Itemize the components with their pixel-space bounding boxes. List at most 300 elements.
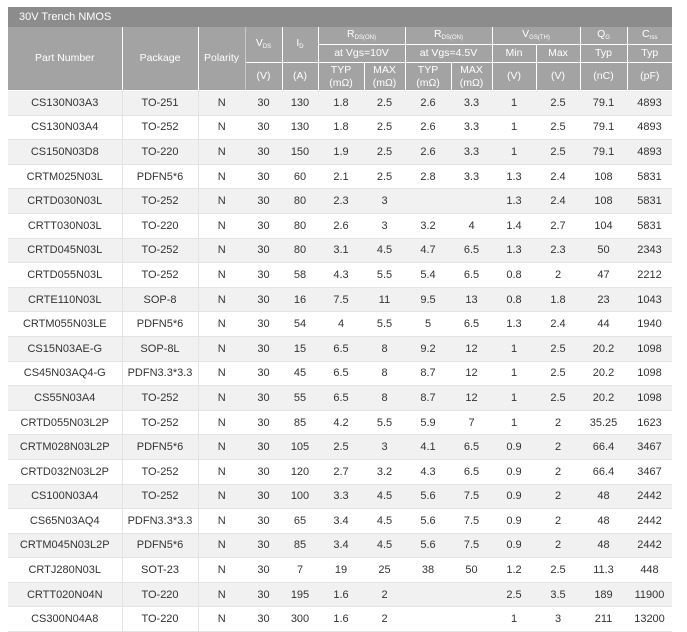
cell-polarity: N: [198, 213, 245, 238]
cell-vgs-max: 2.3: [536, 238, 580, 263]
cell-rds-4v5-typ: 8.7: [405, 361, 451, 386]
cell-rds-10v-max: 4.5: [364, 509, 405, 534]
cell-id: 85: [282, 410, 318, 435]
cell-rds-10v-typ: 3.4: [318, 509, 364, 534]
cell-part-number: CRTM025N03L: [8, 164, 122, 189]
cell-crss: 1098: [627, 386, 672, 411]
cell-part-number: CS100N03A4: [8, 484, 122, 509]
cell-rds-10v-typ: 1.9: [318, 140, 364, 165]
cell-part-number: CRTT030N03L: [8, 213, 122, 238]
header-crss-unit: (pF): [627, 63, 672, 91]
cell-crss: 5831: [627, 189, 672, 214]
table-row: [8, 386, 672, 411]
cell-part-number: CRTJ280N03L: [8, 558, 122, 583]
header-polarity: Polarity: [198, 27, 245, 91]
cell-vgs-max: 2.5: [536, 140, 580, 165]
header-rds-10v-typ: TYP (mΩ): [318, 63, 364, 91]
cell-rds-4v5-typ: 9.5: [405, 287, 451, 312]
cell-rds-4v5-typ: [405, 582, 451, 607]
cell-rds-10v-max: 5.5: [364, 263, 405, 288]
cell-rds-4v5-max: 12: [451, 336, 492, 361]
cell-polarity: N: [198, 164, 245, 189]
cell-rds-4v5-max: 3.3: [451, 91, 492, 116]
table-row: [8, 91, 672, 116]
cell-vds: 30: [245, 91, 282, 116]
cell-rds-4v5-max: 3.3: [451, 140, 492, 165]
cell-id: 80: [282, 189, 318, 214]
header-id-unit: (A): [282, 63, 318, 91]
cell-package: PDFN5*6: [122, 164, 198, 189]
cell-id: 195: [282, 582, 318, 607]
cell-rds-4v5-typ: 5.6: [405, 509, 451, 534]
header-rds-4v5-max: MAX (mΩ): [451, 63, 492, 91]
cell-vgs-max: 2: [536, 533, 580, 558]
cell-polarity: N: [198, 238, 245, 263]
cell-vgs-min: 0.9: [492, 533, 536, 558]
cell-qg: 47: [580, 263, 627, 288]
cell-vds: 30: [245, 238, 282, 263]
cell-crss: 2212: [627, 263, 672, 288]
table-row: [8, 410, 672, 435]
cell-rds-4v5-max: 12: [451, 386, 492, 411]
cell-crss: 4893: [627, 91, 672, 116]
cell-rds-4v5-max: 6.5: [451, 263, 492, 288]
cell-vgs-min: 1: [492, 386, 536, 411]
cell-vds: 30: [245, 435, 282, 460]
cell-rds-4v5-typ: 3.2: [405, 213, 451, 238]
table-row: [8, 459, 672, 484]
cell-vgs-min: 1: [492, 91, 536, 116]
cell-polarity: N: [198, 336, 245, 361]
cell-vds: 30: [245, 263, 282, 288]
header-qg-typ: Typ: [580, 45, 627, 63]
header-vgs-th: $V_{GS(TH)}$: [492, 27, 580, 45]
cell-vds: 30: [245, 582, 282, 607]
table-row: [8, 558, 672, 583]
cell-qg: 48: [580, 533, 627, 558]
cell-crss: 4893: [627, 140, 672, 165]
cell-rds-4v5-max: 6.5: [451, 435, 492, 460]
cell-package: TO-220: [122, 213, 198, 238]
header-vds: $V_{DS}$: [245, 27, 282, 63]
header-package: Package: [122, 27, 198, 91]
cell-polarity: N: [198, 484, 245, 509]
cell-vgs-max: 3: [536, 607, 580, 632]
cell-part-number: CRTD045N03L: [8, 238, 122, 263]
cell-qg: 79.1: [580, 140, 627, 165]
cell-rds-4v5-max: 6.5: [451, 238, 492, 263]
cell-vgs-min: 1.3: [492, 189, 536, 214]
cell-rds-4v5-typ: [405, 607, 451, 632]
cell-vgs-max: 2: [536, 459, 580, 484]
cell-package: PDFN3.3*3.3: [122, 361, 198, 386]
table-title: 30V Trench NMOS: [8, 7, 672, 27]
cell-vgs-min: 0.9: [492, 435, 536, 460]
header-vds-unit: (V): [245, 63, 282, 91]
table-row: [8, 189, 672, 214]
cell-rds-10v-typ: 3.3: [318, 484, 364, 509]
cell-qg: 11.3: [580, 558, 627, 583]
cell-package: PDFN5*6: [122, 312, 198, 337]
cell-part-number: CRTD030N03L: [8, 189, 122, 214]
cell-rds-4v5-typ: 5.6: [405, 533, 451, 558]
cell-package: PDFN5*6: [122, 435, 198, 460]
cell-part-number: CRTM045N03L2P: [8, 533, 122, 558]
cell-part-number: CS150N03D8: [8, 140, 122, 165]
cell-qg: 79.1: [580, 91, 627, 116]
cell-crss: 2343: [627, 238, 672, 263]
cell-part-number: CRTM028N03L2P: [8, 435, 122, 460]
cell-qg: 35.25: [580, 410, 627, 435]
cell-crss: 1043: [627, 287, 672, 312]
header-vgs-max-unit: (V): [536, 63, 580, 91]
cell-crss: 1940: [627, 312, 672, 337]
cell-rds-4v5-typ: 4.1: [405, 435, 451, 460]
cell-qg: 108: [580, 189, 627, 214]
cell-crss: 3467: [627, 459, 672, 484]
cell-rds-10v-max: 4.5: [364, 238, 405, 263]
cell-rds-10v-typ: 1.8: [318, 91, 364, 116]
cell-vgs-max: 2: [536, 410, 580, 435]
cell-rds-4v5-max: 7.5: [451, 484, 492, 509]
table-row: [8, 607, 672, 632]
cell-rds-10v-typ: 3.4: [318, 533, 364, 558]
cell-id: 58: [282, 263, 318, 288]
cell-qg: 48: [580, 509, 627, 534]
cell-rds-10v-typ: 6.5: [318, 336, 364, 361]
cell-rds-4v5-max: 6.5: [451, 459, 492, 484]
cell-rds-10v-typ: 2.1: [318, 164, 364, 189]
cell-rds-10v-max: 8: [364, 336, 405, 361]
cell-crss: 1623: [627, 410, 672, 435]
cell-rds-4v5-max: 7.5: [451, 533, 492, 558]
table-row: [8, 484, 672, 509]
cell-vgs-min: 1: [492, 410, 536, 435]
cell-id: 130: [282, 91, 318, 116]
cell-rds-10v-max: 11: [364, 287, 405, 312]
cell-rds-10v-typ: 4.2: [318, 410, 364, 435]
table-header: [8, 27, 672, 91]
cell-rds-4v5-typ: 9.2: [405, 336, 451, 361]
cell-id: 130: [282, 115, 318, 140]
cell-rds-4v5-typ: [405, 189, 451, 214]
cell-polarity: N: [198, 263, 245, 288]
cell-package: TO-251: [122, 91, 198, 116]
cell-rds-4v5-typ: 5.4: [405, 263, 451, 288]
cell-vgs-min: 1: [492, 361, 536, 386]
cell-crss: 2442: [627, 509, 672, 534]
cell-rds-10v-max: 3: [364, 435, 405, 460]
cell-id: 80: [282, 213, 318, 238]
table-row: [8, 336, 672, 361]
cell-qg: 104: [580, 213, 627, 238]
cell-id: 65: [282, 509, 318, 534]
cell-part-number: CS15N03AE-G: [8, 336, 122, 361]
cell-qg: 23: [580, 287, 627, 312]
cell-polarity: N: [198, 386, 245, 411]
cell-part-number: CS65N03AQ4: [8, 509, 122, 534]
cell-polarity: N: [198, 410, 245, 435]
header-vgs-min: Min: [492, 45, 536, 63]
cell-rds-10v-typ: 19: [318, 558, 364, 583]
cell-package: SOP-8: [122, 287, 198, 312]
cell-rds-4v5-max: [451, 189, 492, 214]
cell-vgs-max: 2.4: [536, 189, 580, 214]
cell-rds-10v-typ: 2.3: [318, 189, 364, 214]
cell-qg: 20.2: [580, 336, 627, 361]
table-row: [8, 263, 672, 288]
cell-id: 120: [282, 459, 318, 484]
cell-vgs-max: 2: [536, 509, 580, 534]
cell-package: TO-252: [122, 263, 198, 288]
cell-vgs-min: 1.3: [492, 312, 536, 337]
cell-rds-4v5-typ: 8.7: [405, 386, 451, 411]
cell-rds-10v-typ: 2.6: [318, 213, 364, 238]
table-row: [8, 435, 672, 460]
table-row: [8, 140, 672, 165]
cell-rds-10v-typ: 1.6: [318, 607, 364, 632]
cell-vds: 30: [245, 410, 282, 435]
cell-rds-10v-max: 5.5: [364, 312, 405, 337]
header-id: $I_D$: [282, 27, 318, 63]
cell-vgs-max: 2.4: [536, 312, 580, 337]
cell-crss: 4893: [627, 115, 672, 140]
cell-package: TO-252: [122, 459, 198, 484]
cell-qg: 20.2: [580, 361, 627, 386]
nmos-spec-table: [8, 27, 672, 632]
cell-vds: 30: [245, 361, 282, 386]
cell-rds-4v5-typ: 2.6: [405, 115, 451, 140]
cell-polarity: N: [198, 607, 245, 632]
cell-crss: 2442: [627, 533, 672, 558]
cell-vgs-min: 1: [492, 336, 536, 361]
cell-rds-10v-max: 3: [364, 189, 405, 214]
cell-part-number: CRTD055N03L: [8, 263, 122, 288]
cell-rds-10v-max: 2: [364, 582, 405, 607]
header-rds-4v5-condition: at Vgs=4.5V: [405, 45, 492, 63]
cell-part-number: CS300N04A8: [8, 607, 122, 632]
cell-rds-10v-max: 8: [364, 361, 405, 386]
cell-rds-10v-typ: 7.5: [318, 287, 364, 312]
cell-rds-4v5-max: 3.3: [451, 115, 492, 140]
cell-package: TO-252: [122, 386, 198, 411]
cell-rds-10v-max: 2.5: [364, 91, 405, 116]
cell-crss: 448: [627, 558, 672, 583]
cell-vgs-min: 1: [492, 607, 536, 632]
table-row: [8, 287, 672, 312]
cell-vgs-max: 3.5: [536, 582, 580, 607]
cell-rds-4v5-typ: 4.3: [405, 459, 451, 484]
cell-rds-10v-typ: 4.3: [318, 263, 364, 288]
cell-package: TO-220: [122, 140, 198, 165]
cell-id: 60: [282, 164, 318, 189]
header-rds-4v5: $R_{DS(ON)}$: [405, 27, 492, 45]
cell-rds-4v5-typ: 5: [405, 312, 451, 337]
cell-qg: 50: [580, 238, 627, 263]
cell-vgs-min: 1.3: [492, 164, 536, 189]
cell-crss: 3467: [627, 435, 672, 460]
cell-rds-4v5-typ: 2.6: [405, 91, 451, 116]
cell-vds: 30: [245, 607, 282, 632]
cell-vgs-min: 0.9: [492, 459, 536, 484]
cell-id: 300: [282, 607, 318, 632]
cell-package: PDFN3.3*3.3: [122, 509, 198, 534]
cell-vgs-max: 2.5: [536, 386, 580, 411]
cell-part-number: CS45N03AQ4-G: [8, 361, 122, 386]
cell-package: TO-220: [122, 582, 198, 607]
cell-id: 80: [282, 238, 318, 263]
cell-vgs-min: 0.9: [492, 509, 536, 534]
table-row: [8, 509, 672, 534]
cell-rds-4v5-max: 7.5: [451, 509, 492, 534]
cell-vgs-max: 1.8: [536, 287, 580, 312]
cell-crss: 5831: [627, 213, 672, 238]
cell-qg: 44: [580, 312, 627, 337]
table-row: [8, 312, 672, 337]
cell-vds: 30: [245, 459, 282, 484]
cell-crss: 13200: [627, 607, 672, 632]
cell-package: TO-252: [122, 115, 198, 140]
cell-vds: 30: [245, 509, 282, 534]
cell-rds-4v5-max: 7: [451, 410, 492, 435]
cell-rds-10v-max: 4.5: [364, 484, 405, 509]
cell-id: 15: [282, 336, 318, 361]
cell-rds-4v5-max: 50: [451, 558, 492, 583]
cell-polarity: N: [198, 312, 245, 337]
cell-package: PDFN5*6: [122, 533, 198, 558]
cell-rds-10v-max: 5.5: [364, 410, 405, 435]
cell-qg: 66.4: [580, 459, 627, 484]
cell-rds-4v5-max: 4: [451, 213, 492, 238]
cell-qg: 79.1: [580, 115, 627, 140]
table-row: [8, 361, 672, 386]
cell-rds-10v-typ: 1.8: [318, 115, 364, 140]
table-row: [8, 533, 672, 558]
cell-package: TO-252: [122, 410, 198, 435]
cell-vgs-max: 2: [536, 263, 580, 288]
cell-id: 45: [282, 361, 318, 386]
cell-part-number: CRTD032N03L2P: [8, 459, 122, 484]
cell-qg: 48: [580, 484, 627, 509]
cell-part-number: CRTT020N04N: [8, 582, 122, 607]
cell-rds-10v-typ: 6.5: [318, 361, 364, 386]
cell-rds-4v5-max: [451, 607, 492, 632]
cell-rds-10v-typ: 4: [318, 312, 364, 337]
cell-vgs-min: 1: [492, 140, 536, 165]
cell-vds: 30: [245, 164, 282, 189]
cell-rds-10v-max: 4.5: [364, 533, 405, 558]
cell-vds: 30: [245, 533, 282, 558]
cell-id: 100: [282, 484, 318, 509]
cell-polarity: N: [198, 582, 245, 607]
cell-polarity: N: [198, 509, 245, 534]
cell-crss: 5831: [627, 164, 672, 189]
cell-vds: 30: [245, 336, 282, 361]
cell-id: 16: [282, 287, 318, 312]
header-part-number: Part Number: [8, 27, 122, 91]
cell-part-number: CS130N03A3: [8, 91, 122, 116]
header-rds-10v: $R_{DS(ON)}$: [318, 27, 405, 45]
cell-polarity: N: [198, 558, 245, 583]
cell-vgs-max: 2.7: [536, 213, 580, 238]
cell-package: TO-252: [122, 189, 198, 214]
cell-vgs-min: 1.2: [492, 558, 536, 583]
cell-qg: 211: [580, 607, 627, 632]
cell-vds: 30: [245, 115, 282, 140]
cell-vds: 30: [245, 213, 282, 238]
cell-rds-4v5-max: 12: [451, 361, 492, 386]
cell-vgs-min: 0.8: [492, 263, 536, 288]
cell-vds: 30: [245, 140, 282, 165]
table-row: [8, 238, 672, 263]
header-qg: $Q_G$: [580, 27, 627, 45]
cell-rds-4v5-typ: 5.6: [405, 484, 451, 509]
cell-rds-10v-max: 3: [364, 213, 405, 238]
cell-rds-4v5-max: 6.5: [451, 312, 492, 337]
cell-polarity: N: [198, 435, 245, 460]
cell-vgs-max: 2.5: [536, 115, 580, 140]
cell-id: 105: [282, 435, 318, 460]
cell-rds-10v-max: 2: [364, 607, 405, 632]
cell-id: 54: [282, 312, 318, 337]
cell-part-number: CRTM055N03LE: [8, 312, 122, 337]
cell-package: TO-252: [122, 238, 198, 263]
cell-qg: 66.4: [580, 435, 627, 460]
cell-polarity: N: [198, 287, 245, 312]
cell-rds-10v-typ: 3.1: [318, 238, 364, 263]
cell-vgs-min: 1.3: [492, 238, 536, 263]
cell-rds-10v-max: 25: [364, 558, 405, 583]
header-crss: $C_{rss}$: [627, 27, 672, 45]
cell-vgs-min: 1.4: [492, 213, 536, 238]
cell-rds-10v-typ: 2.7: [318, 459, 364, 484]
cell-vgs-max: 2.5: [536, 91, 580, 116]
header-qg-unit: (nC): [580, 63, 627, 91]
header-crss-typ: Typ: [627, 45, 672, 63]
cell-package: SOT-23: [122, 558, 198, 583]
cell-polarity: N: [198, 115, 245, 140]
header-rds-4v5-typ: TYP (mΩ): [405, 63, 451, 91]
cell-rds-4v5-typ: 38: [405, 558, 451, 583]
cell-vgs-max: 2.5: [536, 361, 580, 386]
header-rds-10v-max: MAX (mΩ): [364, 63, 405, 91]
cell-vgs-max: 2: [536, 435, 580, 460]
cell-part-number: CRTD055N03L2P: [8, 410, 122, 435]
cell-part-number: CS55N03A4: [8, 386, 122, 411]
cell-rds-10v-max: 2.5: [364, 164, 405, 189]
cell-rds-4v5-max: 3.3: [451, 164, 492, 189]
cell-polarity: N: [198, 91, 245, 116]
cell-rds-4v5-typ: 2.6: [405, 140, 451, 165]
cell-rds-10v-max: 3.2: [364, 459, 405, 484]
cell-crss: 1098: [627, 361, 672, 386]
cell-id: 55: [282, 386, 318, 411]
cell-qg: 108: [580, 164, 627, 189]
product-table-panel: [8, 7, 672, 632]
cell-vgs-min: 2.5: [492, 582, 536, 607]
cell-rds-10v-max: 8: [364, 386, 405, 411]
cell-crss: 2442: [627, 484, 672, 509]
cell-vgs-min: 0.9: [492, 484, 536, 509]
cell-vds: 30: [245, 287, 282, 312]
cell-rds-10v-max: 2.5: [364, 140, 405, 165]
cell-rds-10v-typ: 2.5: [318, 435, 364, 460]
cell-id: 85: [282, 533, 318, 558]
cell-polarity: N: [198, 459, 245, 484]
cell-vds: 30: [245, 312, 282, 337]
table-row: [8, 115, 672, 140]
table-row: [8, 213, 672, 238]
